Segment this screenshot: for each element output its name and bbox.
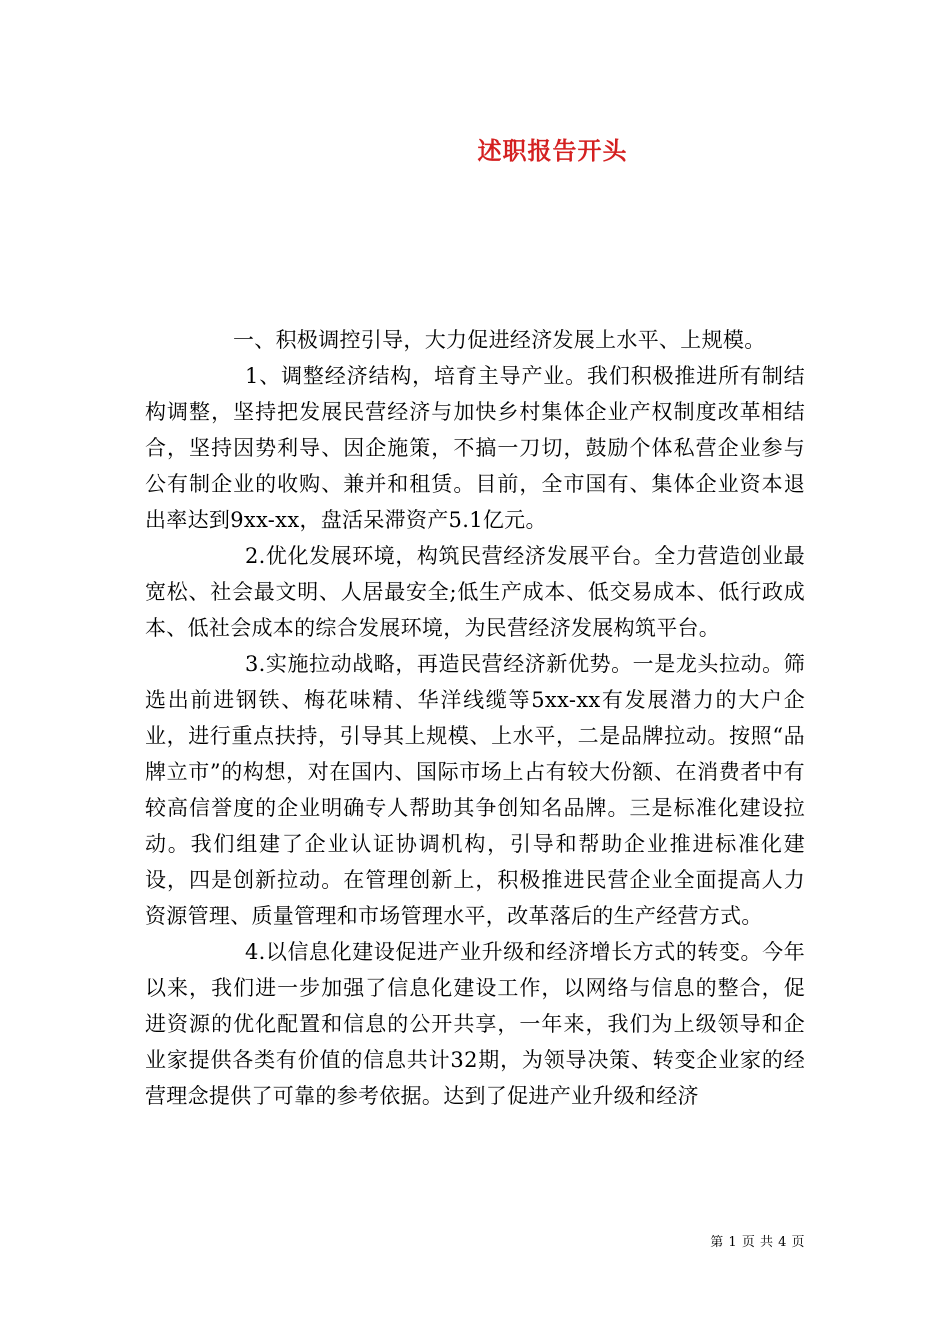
paragraph-item-2: 2.优化发展环境，构筑民营经济发展平台。全力营造创业最宽松、社会最文明、人居最安全;低生产成本、低交易成本、低行政成本、低社会成本的综合发展环境，为民营经济发展构筑平台。	[145, 544, 805, 640]
document-title: 述职报告开头	[477, 136, 628, 165]
page-number-footer: 第 1 页 共 4 页	[710, 1235, 805, 1250]
paragraph-item-1: 1、调整经济结构，培育主导产业。我们积极推进所有制结构调整，坚持把发展民营经济与加快乡村集体企业产权制度改革相结合，坚持因势利导、因企施策，不搞一刀切，鼓励个体私营企业参与公有制企业的收购、兼并和租赁。目前，全市国有、集体企业资本退出率达到9xx-xx，盘活呆滞资产5.1亿元。	[145, 364, 805, 532]
paragraph-item-4: 4.以信息化建设促进产业升级和经济增长方式的转变。今年以来，我们进一步加强了信息化建设工作，以网络与信息的整合，促进资源的优化配置和信息的公开共享，一年来，我们为上级领导和企业家提供各类有价值的信息共计32期，为领导决策、转变企业家的经营理念提供了可靠的参考依据。达到了促进产业升级和经济	[145, 940, 805, 1108]
section-heading: 一、积极调控引导，大力促进经济发展上水平、上规模。	[233, 328, 766, 352]
document-body	[145, 322, 805, 1114]
paragraph-item-3: 3.实施拉动战略，再造民营经济新优势。一是龙头拉动。筛选出前进钢铁、梅花味精、华洋线缆等5xx-xx有发展潜力的大户企业，进行重点扶持，引导其上规模、上水平，二是品牌拉动。按照“品牌立市”的构想，对在国内、国际市场上占有较大份额、在消费者中有较高信誉度的企业明确专人帮助其争创知名品牌。三是标准化建设拉动。我们组建了企业认证协调机构，引导和帮助企业推进标准化建设，四是创新拉动。在管理创新上，积极推进民营企业全面提高人力资源管理、质量管理和市场管理水平，改革落后的生产经营方式。	[145, 652, 805, 928]
